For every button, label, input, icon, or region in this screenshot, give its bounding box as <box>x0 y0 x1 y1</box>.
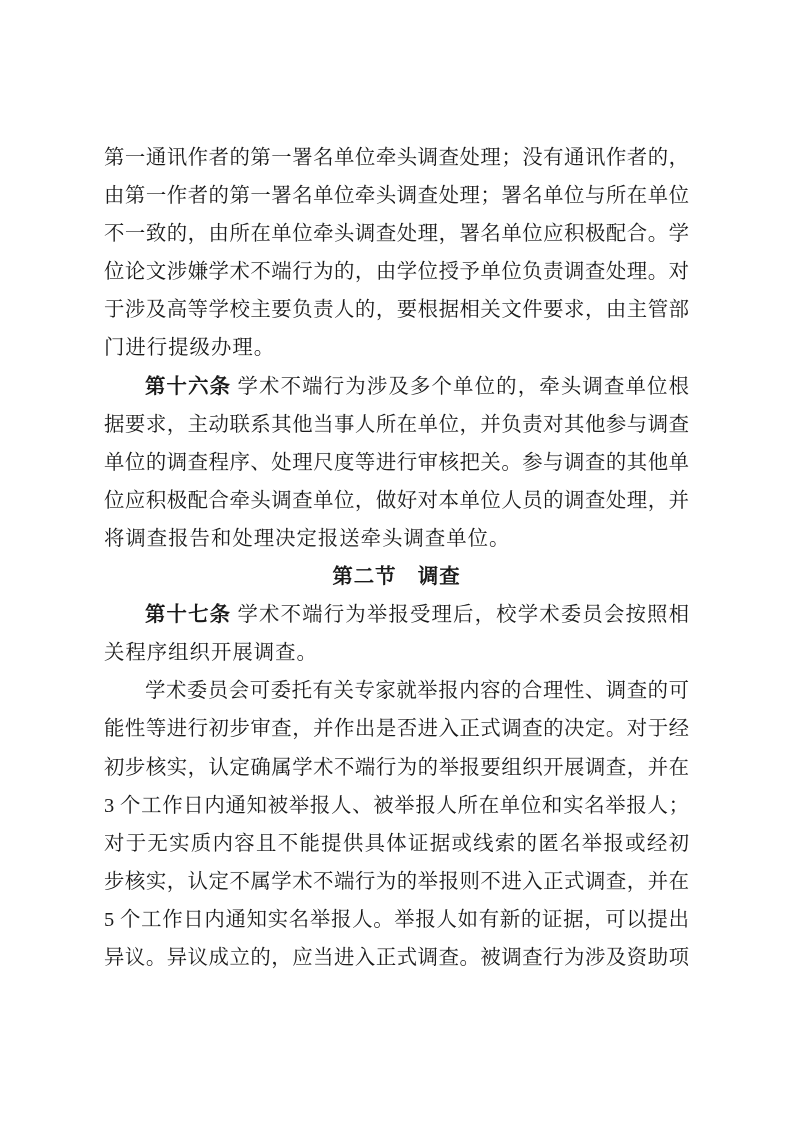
section-heading <box>104 558 689 596</box>
text-segment: 位应积极配合牵头调查单位，做好对本单位人员的调查处理，并 <box>104 489 689 512</box>
text-segment: 于涉及高等学校主要负责人的，要根据相关文件要求，由主管部 <box>104 299 689 322</box>
document-text-block <box>104 139 689 977</box>
text-segment: 据要求，主动联系其他当事人所在单位，并负责对其他参与调查 <box>104 413 689 436</box>
text-line <box>104 634 689 672</box>
bold-text-segment: 第二节 调查 <box>332 566 461 589</box>
text-line <box>104 939 689 977</box>
text-segment: 学术委员会可委托有关专家就举报内容的合理性、调查的可 <box>145 680 689 703</box>
bold-text-segment: 第十七条 <box>145 604 232 627</box>
text-segment: 初步核实，认定确属学术不端行为的举报要组织开展调查，并在 <box>104 756 689 779</box>
text-line <box>104 177 689 215</box>
text-line <box>104 368 689 406</box>
text-segment: 将调查报告和处理决定报送牵头调查单位。 <box>104 527 511 550</box>
text-segment: 对于无实质内容且不能提供具体证据或线索的匿名举报或经初 <box>104 832 689 855</box>
text-line <box>104 901 689 939</box>
text-segment: 学术不端行为举报受理后，校学术委员会按照相 <box>231 604 689 627</box>
bold-text-segment: 第十六条 <box>145 375 232 398</box>
text-segment: 5 个工作日内通知实名举报人。举报人如有新的证据，可以提出 <box>104 908 689 931</box>
text-line <box>104 406 689 444</box>
text-line <box>104 482 689 520</box>
text-line <box>104 520 689 558</box>
text-line <box>104 825 689 863</box>
text-segment: 关程序组织开展调查。 <box>104 642 318 665</box>
text-line <box>104 596 689 634</box>
text-segment: 不一致的，由所在单位牵头调查处理，署名单位应积极配合。学 <box>104 223 689 246</box>
text-line <box>104 710 689 748</box>
text-segment: 步核实，认定不属学术不端行为的举报则不进入正式调查，并在 <box>104 870 689 893</box>
text-segment: 门进行提级办理。 <box>104 337 276 360</box>
text-line <box>104 139 689 177</box>
text-line <box>104 863 689 901</box>
text-line <box>104 253 689 291</box>
text-line <box>104 444 689 482</box>
text-segment: 学术不端行为涉及多个单位的，牵头调查单位根 <box>231 375 689 398</box>
text-line <box>104 215 689 253</box>
text-segment: 3 个工作日内通知被举报人、被举报人所在单位和实名举报人； <box>104 794 689 817</box>
text-segment: 能性等进行初步审查，并作出是否进入正式调查的决定。对于经 <box>104 718 689 741</box>
text-line <box>104 329 689 367</box>
text-line <box>104 749 689 787</box>
text-segment: 由第一作者的第一署名单位牵头调查处理；署名单位与所在单位 <box>104 185 689 208</box>
text-line <box>104 787 689 825</box>
text-segment: 位论文涉嫌学术不端行为的，由学位授予单位负责调查处理。对 <box>104 261 689 284</box>
text-line <box>104 291 689 329</box>
text-segment: 异议。异议成立的，应当进入正式调查。被调查行为涉及资助项 <box>104 946 689 969</box>
text-line <box>104 672 689 710</box>
text-segment: 单位的调查程序、处理尺度等进行审核把关。参与调查的其他单 <box>104 451 689 474</box>
text-segment: 第一通讯作者的第一署名单位牵头调查处理；没有通讯作者的， <box>104 147 689 169</box>
